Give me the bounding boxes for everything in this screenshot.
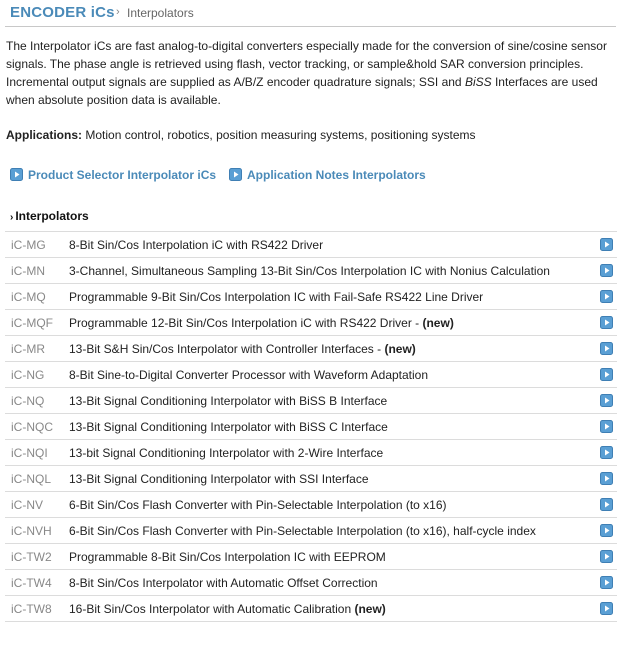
arrow-right-icon[interactable] [600, 524, 613, 537]
product-code[interactable]: iC-NG [11, 368, 45, 382]
section-title: Interpolators [15, 209, 89, 223]
arrow-right-icon [10, 168, 23, 181]
product-code[interactable]: iC-MQ [11, 290, 46, 304]
product-code[interactable]: iC-MQF [11, 316, 53, 330]
new-badge: (new) [422, 316, 454, 330]
breadcrumb[interactable]: Interpolators [127, 6, 194, 20]
product-description[interactable] [69, 237, 323, 253]
arrow-right-icon[interactable] [600, 394, 613, 407]
table-row[interactable] [5, 231, 617, 257]
applications-text: Motion control, robotics, position measuring systems, positioning systems [82, 128, 476, 142]
new-badge: (new) [354, 602, 386, 616]
product-code[interactable]: iC-NV [11, 498, 43, 512]
product-description-text: Programmable 12-Bit Sin/Cos Interpolation iC with RS422 Driver - [69, 316, 423, 330]
product-description-text: 6-Bit Sin/Cos Flash Converter with Pin-Selectable Interpolation (to x16), half-cycle index [69, 524, 536, 538]
product-description[interactable] [69, 445, 383, 461]
arrow-right-icon[interactable] [600, 420, 613, 433]
intro-text-2: Interfaces are used when absolute position data is available. [6, 75, 598, 107]
product-description-text: 13-Bit Signal Conditioning Interpolator with BiSS C Interface [69, 420, 388, 434]
product-description[interactable] [69, 289, 483, 305]
product-description[interactable] [69, 419, 388, 435]
section-heading [10, 209, 89, 223]
product-description-text: Programmable 8-Bit Sin/Cos Interpolation IC with EEPROM [69, 550, 386, 564]
product-table [5, 231, 617, 622]
product-description-text: 3-Channel, Simultaneous Sampling 13-Bit Sin/Cos Interpolation IC with Nonius Calculation [69, 264, 550, 278]
chevron-right-icon: › [10, 212, 14, 223]
table-row[interactable] [5, 335, 617, 361]
product-code[interactable]: iC-TW8 [11, 602, 52, 616]
product-description-text: 13-bit Signal Conditioning Interpolator with 2-Wire Interface [69, 446, 384, 460]
product-description[interactable] [69, 523, 536, 539]
product-description[interactable] [69, 601, 386, 617]
table-row[interactable] [5, 517, 617, 543]
product-description-text: 6-Bit Sin/Cos Flash Converter with Pin-Selectable Interpolation (to x16) [69, 498, 447, 512]
table-row[interactable] [5, 439, 617, 465]
arrow-right-icon[interactable] [600, 472, 613, 485]
product-code[interactable]: iC-NQ [11, 394, 45, 408]
intro-text-biss: BiSS [464, 75, 492, 89]
product-description-text: 8-Bit Sine-to-Digital Converter Processor with Waveform Adaptation [69, 368, 429, 382]
intro-paragraph [6, 37, 612, 109]
product-description-text: 13-Bit Signal Conditioning Interpolator with BiSS B Interface [69, 394, 388, 408]
product-description-text: 8-Bit Sin/Cos Interpolator with Automatic Offset Correction [69, 576, 378, 590]
product-code[interactable]: iC-NQL [11, 472, 52, 486]
product-description[interactable] [69, 471, 369, 487]
table-row[interactable] [5, 361, 617, 387]
product-code[interactable]: iC-TW2 [11, 550, 52, 564]
product-description[interactable] [69, 575, 378, 591]
page-header [0, 0, 620, 28]
product-description[interactable] [69, 549, 386, 565]
breadcrumb-separator: › [116, 6, 120, 18]
arrow-right-icon[interactable] [600, 550, 613, 563]
table-row[interactable] [5, 595, 617, 622]
product-code[interactable]: iC-NVH [11, 524, 52, 538]
page-title[interactable]: ENCODER iCs [10, 4, 115, 21]
product-code[interactable]: iC-MG [11, 238, 46, 252]
product-selector-link-label: Product Selector Interpolator iCs [28, 168, 217, 182]
arrow-right-icon[interactable] [600, 576, 613, 589]
table-row[interactable] [5, 569, 617, 595]
product-description[interactable] [69, 393, 387, 409]
product-code[interactable]: iC-TW4 [11, 576, 52, 590]
table-row[interactable] [5, 309, 617, 335]
product-description[interactable] [69, 263, 550, 279]
product-description-text: 13-Bit Signal Conditioning Interpolator with SSI Interface [69, 472, 369, 486]
arrow-right-icon[interactable] [600, 446, 613, 459]
product-code[interactable]: iC-MR [11, 342, 45, 356]
product-code[interactable]: iC-NQC [11, 420, 53, 434]
product-description-text: 13-Bit S&H Sin/Cos Interpolator with Controller Interfaces - [69, 342, 385, 356]
table-row[interactable] [5, 413, 617, 439]
applications-label: Applications: [6, 128, 83, 142]
product-description-text: 8-Bit Sin/Cos Interpolation iC with RS422 Driver [69, 238, 324, 252]
arrow-right-icon[interactable] [600, 342, 613, 355]
table-row[interactable] [5, 543, 617, 569]
arrow-right-icon[interactable] [600, 368, 613, 381]
table-row[interactable] [5, 387, 617, 413]
product-description[interactable] [69, 367, 428, 383]
table-row[interactable] [5, 283, 617, 309]
arrow-right-icon[interactable] [600, 290, 613, 303]
arrow-right-icon[interactable] [600, 264, 613, 277]
product-description[interactable] [69, 497, 447, 513]
application-notes-link-label: Application Notes Interpolators [247, 168, 426, 182]
applications-line [6, 126, 476, 144]
arrow-right-icon [229, 168, 242, 181]
arrow-right-icon[interactable] [600, 498, 613, 511]
table-row[interactable] [5, 465, 617, 491]
product-code[interactable]: iC-NQI [11, 446, 48, 460]
new-badge: (new) [384, 342, 416, 356]
arrow-right-icon[interactable] [600, 602, 613, 615]
product-description-text: 16-Bit Sin/Cos Interpolator with Automatic Calibration [69, 602, 355, 616]
table-row[interactable] [5, 257, 617, 283]
table-row[interactable] [5, 491, 617, 517]
product-description[interactable] [69, 315, 454, 331]
product-description[interactable] [69, 341, 416, 357]
product-code[interactable]: iC-MN [11, 264, 45, 278]
arrow-right-icon[interactable] [600, 316, 613, 329]
product-description-text: Programmable 9-Bit Sin/Cos Interpolation IC with Fail-Safe RS422 Line Driver [69, 290, 484, 304]
arrow-right-icon[interactable] [600, 238, 613, 251]
header-divider [5, 26, 616, 27]
intro-text-1: The Interpolator iCs are fast analog-to-digital converters especially made for the conversion of sine/cosine sensor signals. The phase angle is retrieved using flash, vector tracking, or sample&hold SAR conversion principles. Incremental output signals are supplied as A/B/Z encoder quadrature signals; SSI and [6, 39, 607, 89]
